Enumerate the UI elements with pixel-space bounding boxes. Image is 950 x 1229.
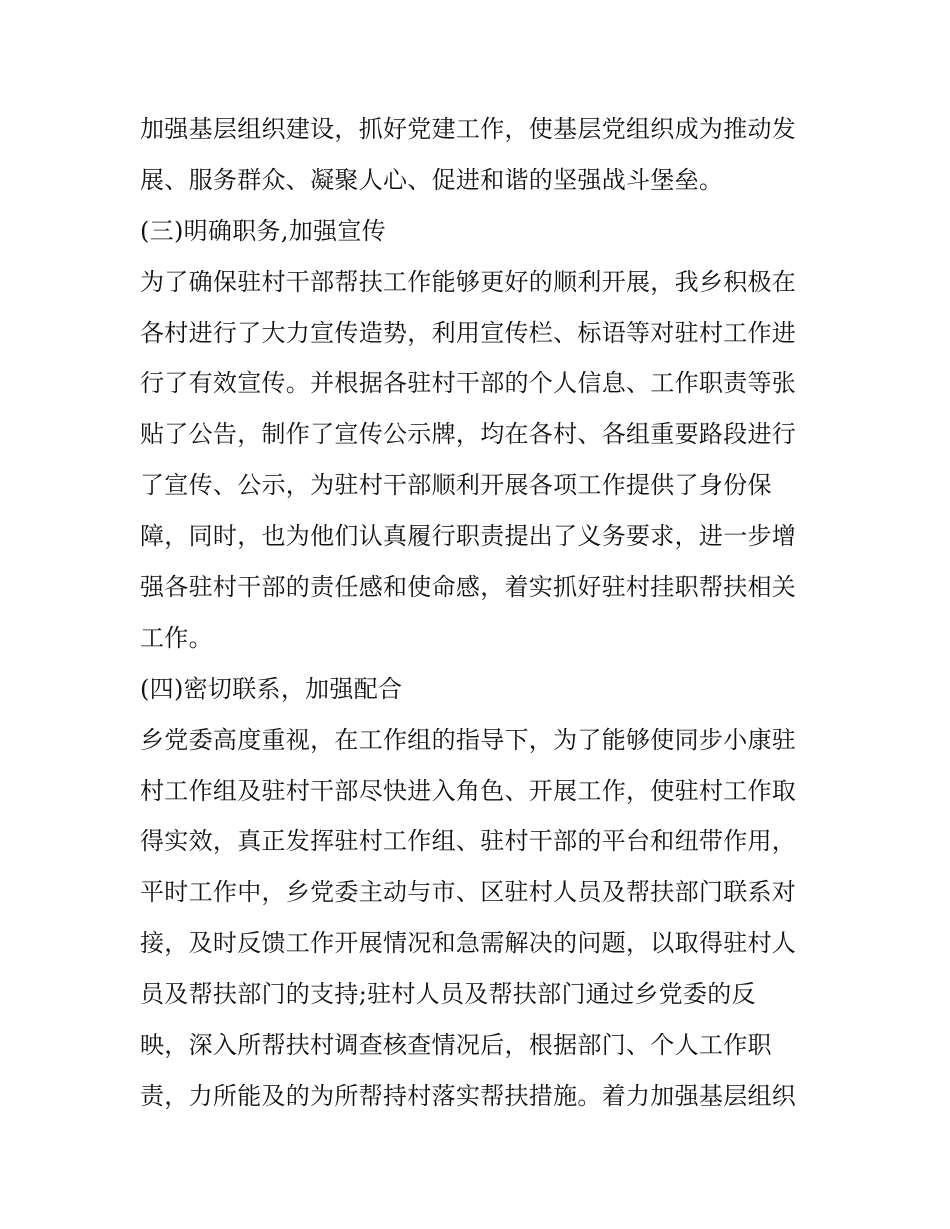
text-line: 贴了公告，制作了宣传公示牌，均在各村、各组重要路段进行 [140, 420, 797, 449]
text-line: 责，力所能及的为所帮持村落实帮扶措施。着力加强基层组织 [140, 1081, 797, 1110]
text-line: 员及帮扶部门的支持;驻村人员及帮扶部门通过乡党委的反 [140, 980, 756, 1009]
text-line: 乡党委高度重视，在工作组的指导下，为了能够使同步小康驻 [140, 725, 797, 754]
text-line: 展、服务群众、凝聚人心、促进和谐的坚强战斗堡垒。 [140, 165, 724, 194]
text-line: 强各驻村干部的责任感和使命感，着实抓好驻村挂职帮扶相关 [140, 573, 797, 602]
document-body [140, 104, 820, 1122]
text-line: 接，及时反馈工作开展情况和急需解决的问题，以取得驻村人 [140, 929, 797, 958]
section-heading: (三)明确职务,加强宣传 [140, 216, 386, 245]
section-heading: (四)密切联系，加强配合 [140, 674, 403, 703]
text-line: 村工作组及驻村干部尽快进入角色、开展工作，使驻村工作取 [140, 776, 797, 805]
text-line: 平时工作中，乡党委主动与市、区驻村人员及帮扶部门联系对 [140, 878, 797, 907]
text-line: 工作。 [140, 623, 213, 652]
text-line: 各村进行了大力宣传造势，利用宣传栏、标语等对驻村工作进 [140, 318, 797, 347]
text-line: 障，同时，也为他们认真履行职责提出了义务要求，进一步增 [140, 522, 797, 551]
text-line: 行了有效宣传。并根据各驻村干部的个人信息、工作职责等张 [140, 369, 797, 398]
text-line: 映，深入所帮扶村调查核查情况后，根据部门、个人工作职 [140, 1031, 772, 1060]
text-line: 了宣传、公示，为驻村干部顺利开展各项工作提供了身份保 [140, 471, 772, 500]
text-line: 为了确保驻村干部帮扶工作能够更好的顺利开展，我乡积极在 [140, 267, 797, 296]
text-line: 得实效，真正发挥驻村工作组、驻村干部的平台和纽带作用， [140, 827, 797, 856]
text-line: 加强基层组织建设，抓好党建工作，使基层党组织成为推动发 [140, 115, 797, 143]
